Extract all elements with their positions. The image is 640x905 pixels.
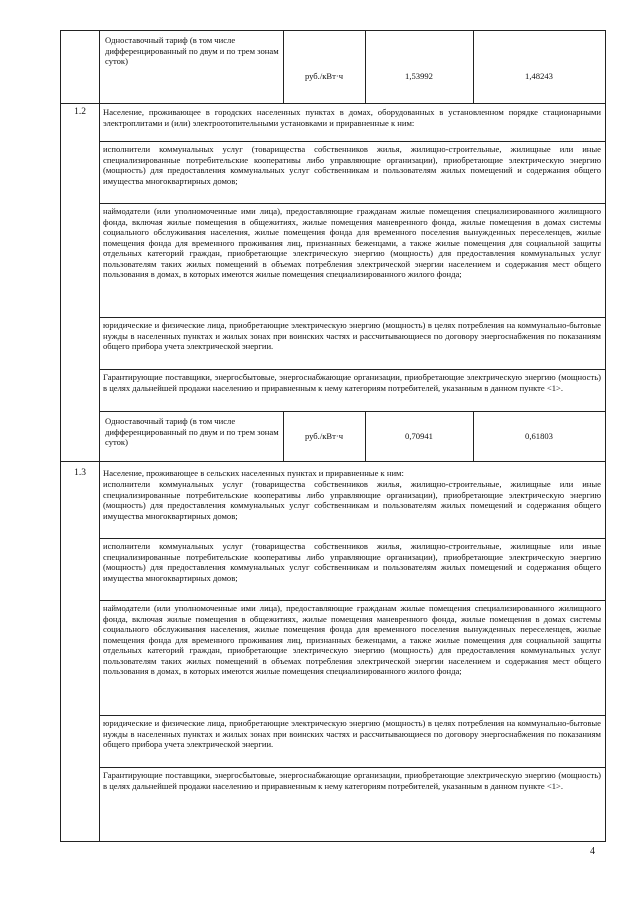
hline-13-a: [99, 538, 605, 539]
row-1-3-p3: наймодатели (или уполномоченные ими лица), предоставляющие гражданам жилые помещения специализированного жилищного фонда, включая жилые помещения в общежитиях, жилые помещения маневренного фонда, жилые помещения в домах системы социального обслуживания населения, жилые помещения фонда для временного поселения вынужденных переселенцев, жилые помещения фонда для временного проживания лиц, признанных беженцами, а также жилые помещения для социальной защиты отдельных категорий граждан, приобретающие электрическую энергию (мощность) для предоставления коммунальных услуг пользователям таких жилых помещений в объемах потребления электрической энергии населением и содержания мест общего пользования в домах, в которых имеются жилые помещения специализированного жилого фонда;: [103, 603, 601, 676]
top-tariff-v1: 1,53992: [405, 71, 433, 81]
top-div-2: [365, 31, 366, 103]
hline-12-end: [61, 461, 605, 462]
hline-12-b: [99, 203, 605, 204]
row-number-1-2: 1.2: [74, 107, 86, 117]
tariff-table: [60, 30, 606, 842]
page-number: 4: [590, 846, 595, 857]
row-1-2-p2: наймодатели (или уполномоченные ими лица), предоставляющие гражданам жилые помещения специализированного жилищного фонда, включая жилые помещения в общежитиях, жилые помещения маневренного фонда, жилые помещения в домах системы социального обслуживания населения, жилые помещения фонда для временного поселения вынужденных переселенцев, жилые помещения фонда для временного проживания лиц, признанных беженцами, а также жилые помещения для социальной защиты отдельных категорий граждан, приобретающие электрическую энергию (мощность) для предоставления коммунальных услуг пользователям таких жилых помещений в объемах потребления электрической энергии населением и содержания мест общего пользования в домах, в которых имеются жилые помещения специализированного жилого фонда;: [103, 206, 601, 279]
row-1-2-p4: Гарантирующие поставщики, энергосбытовые, энергоснабжающие организации, приобретающие электрическую энергию (мощность) в целях дальнейшей продажи населению и приравненным к нему категориям потребителей, указанным в данном пункте <1>.: [103, 372, 601, 393]
row-1-2-tariff-v2: 0,61803: [525, 431, 553, 441]
hline-13-c: [99, 715, 605, 716]
row-1-2-tariff-v1: 0,70941: [405, 431, 433, 441]
top-tariff-unit: руб./кВт·ч: [304, 71, 344, 81]
row-1-2-heading: Население, проживающее в городских населенных пунктах в домах, оборудованных в установленном порядке стационарными электроплитами и (или) электроотопительными установками и приравненные к ним:: [103, 107, 601, 128]
row-1-3-heading: Население, проживающее в сельских населенных пунктах и приравненные к ним:: [103, 468, 404, 478]
row-1-2-p1: исполнители коммунальных услуг (товарищества собственников жилья, жилищно-строительные, жилищные или иные специализированные потребительские кооперативы либо управляющие организации), приобретающие электрическую энергию (мощность) для предоставления коммунальных услуг собственникам и пользователям жилых помещений и содержания общего имущества многоквартирных домов;: [103, 144, 601, 186]
top-tariff-v2: 1,48243: [525, 71, 553, 81]
hline-13-d: [99, 767, 605, 768]
row-1-2-tariff-unit: руб./кВт·ч: [304, 431, 344, 441]
row-number-1-3: 1.3: [74, 468, 86, 478]
top-div-1: [283, 31, 284, 103]
row-1-2-tariff-label: Одноставочный тариф (в том числе дифференцированный по двум и по трем зонам суток): [105, 416, 279, 447]
row-1-2-p3: юридические и физические лица, приобретающие электрическую энергию (мощность) в целях потребления на коммунально-бытовые нужды в населенных пунктах и жилых зонах при воинских частях и рассчитывающиеся по договору энергоснабжения по показаниям общего прибора учета электрической энергии.: [103, 320, 601, 351]
top-div-3: [473, 31, 474, 103]
hline-12-d: [99, 369, 605, 370]
hline-12-a: [99, 141, 605, 142]
top-tariff-label: Одноставочный тариф (в том числе дифференцированный по двум и по трем зонам суток): [105, 35, 279, 66]
row-1-3-p1: исполнители коммунальных услуг (товарищества собственников жилья, жилищно-строительные, жилищные или иные специализированные потребительские кооперативы либо управляющие организации), приобретающие электрическую энергию (мощность) для предоставления коммунальных услуг собственникам и пользователям жилых помещений и содержания общего имущества многоквартирных домов;: [103, 479, 601, 521]
row-1-3-p4: юридические и физические лица, приобретающие электрическую энергию (мощность) в целях потребления на коммунально-бытовые нужды в населенных пунктах и жилых зонах при воинских частях и рассчитывающиеся по договору энергоснабжения по показаниям общего прибора учета электрической энергии.: [103, 718, 601, 749]
hline-13-b: [99, 600, 605, 601]
col-divider-num: [99, 31, 100, 841]
row-1-3-p2: исполнители коммунальных услуг (товарищества собственников жилья, жилищно-строительные, жилищные или иные специализированные потребительские кооперативы либо управляющие организации), приобретающие электрическую энергию (мощность) для предоставления коммунальных услуг собственникам и пользователям жилых помещений и содержания общего имущества многоквартирных домов;: [103, 541, 601, 583]
hline-12-c: [99, 317, 605, 318]
hline-12-e: [99, 411, 605, 412]
hline-top-end: [61, 103, 605, 104]
row-1-3-p5: Гарантирующие поставщики, энергосбытовые, энергоснабжающие организации, приобретающие электрическую энергию (мощность) в целях дальнейшей продажи населению и приравненным к нему категориям потребителей, указанным в данном пункте <1>.: [103, 770, 601, 791]
